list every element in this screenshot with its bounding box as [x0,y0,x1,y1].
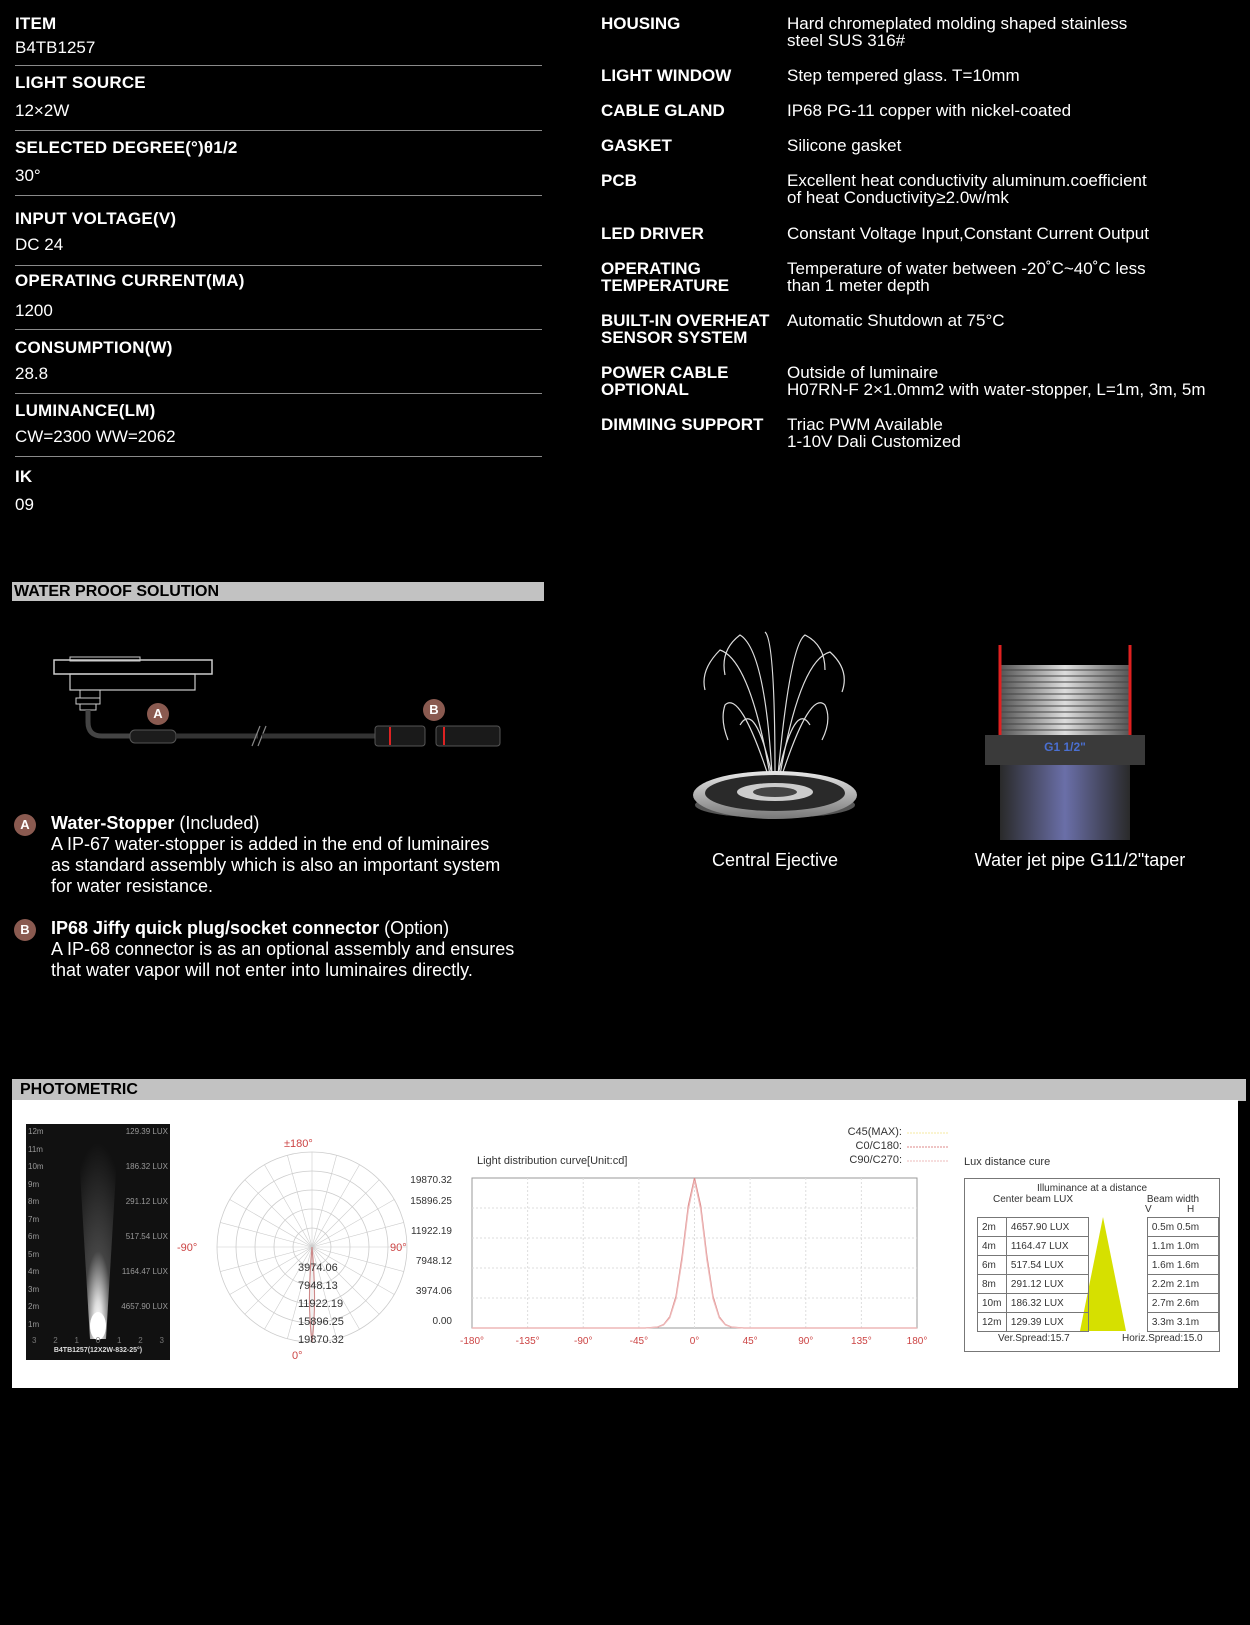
spec-value: 09 [15,495,34,514]
lux-table-box [964,1178,1220,1352]
chart-series-line [472,1178,917,1328]
beam-distance-label: 4m [28,1267,40,1276]
spec-value: Outside of luminaire [787,363,939,382]
spec-label: GASKET [601,136,672,155]
spec-value: DC 24 [15,235,64,254]
note-b-suffix: (Option) [379,918,450,938]
beam-distance-label: 6m [28,1232,40,1241]
legend-c45: C45(MAX): [847,1126,902,1138]
chart-x-tick: -135° [515,1336,540,1347]
spec-label: HOUSING [601,14,681,33]
chart-x-tick: 135° [851,1336,872,1347]
beam-distance-label: 3m [28,1285,40,1294]
lux-header-2: Center beam LUX [993,1194,1074,1205]
central-ejective-caption: Central Ejective [711,850,839,870]
polar-top-label: ±180° [284,1138,313,1150]
spec-label: BUILT-IN OVERHEAT [601,311,770,330]
lux-value-cell: 1164.47 LUX [1006,1237,1088,1256]
lux-table-row [978,1294,1219,1313]
lux-header-1: Illuminance at a distance [1036,1183,1148,1194]
disc-nozzle [753,787,797,797]
light-distribution-chart [392,1170,952,1380]
chart-x-tick: 45° [742,1336,758,1347]
chart-x-tick: -90° [574,1336,593,1347]
lux-beam-width-cell: 1.1m 1.0m [1147,1237,1218,1256]
spec-label: SELECTED DEGREE(°)θ1/2 [15,138,238,157]
hor-spread: Horiz.Spread:15.0 [1122,1333,1203,1344]
water-jet-pipe-caption: Water jet pipe G11/2"taper [974,850,1186,870]
spec-label: POWER CABLE [601,363,729,382]
lux-beam-width-cell: 3.3m 3.1m [1147,1313,1218,1332]
chart-x-tick: 0° [689,1336,700,1347]
spec-value: 12×2W [15,101,70,120]
polar-spoke [312,1200,394,1248]
beam-axis-tick: 1 [117,1336,122,1345]
note-a [51,813,531,897]
divider [15,265,542,266]
lux-distance-cell: 6m [978,1256,1007,1275]
polar-spoke [312,1165,360,1247]
spec-value: Temperature of water between -20˚C~40˚C less [787,259,1146,278]
spec-value: 28.8 [15,364,49,383]
pipe-body [1000,765,1130,840]
lux-table-row [978,1237,1219,1256]
lux-beam-width-cell: 2.7m 2.6m [1147,1294,1218,1313]
spec-value-line2: H07RN-F 2×1.0mm2 with water-stopper, L=1m, 3m, 5m [787,380,1206,399]
polar-spoke [265,1165,313,1247]
lux-value-cell: 4657.90 LUX [1006,1218,1088,1237]
pipe-thread-label: G1 1/2" [1044,740,1086,754]
lux-beam-width-cell: 2.2m 2.1m [1147,1275,1218,1294]
lux-cone-cell [1088,1237,1147,1256]
beam-distance-label: 5m [28,1250,40,1259]
polar-spoke [220,1222,312,1247]
spec-label: IK [15,467,33,486]
note-b-badge: B [14,919,36,941]
spec-label: DIMMING SUPPORT [601,415,764,434]
spec-label: LUMINANCE(LM) [15,401,156,420]
polar-spoke [312,1155,337,1247]
beam-model-label: B4TB1257(12X2W-832-25°) [53,1347,143,1354]
lux-value-cell: 291.12 LUX [1006,1275,1088,1294]
lux-cone-cell [1088,1294,1147,1313]
spec-value: Automatic Shutdown at 75°C [787,311,1005,330]
central-ejective-image [680,630,870,840]
lux-distance-cell: 10m [978,1294,1007,1313]
lux-table-row [978,1218,1219,1237]
spec-value: 1200 [15,301,53,320]
spec-label-line2: OPTIONAL [601,380,689,399]
divider [15,393,542,394]
lux-cone-cell [1088,1275,1147,1294]
spec-value: Constant Voltage Input,Constant Current Output [787,224,1149,243]
lux-cone-cell [1088,1256,1147,1275]
badge-b: B [423,699,445,721]
lux-beam-width-cell: 1.6m 1.6m [1147,1256,1218,1275]
socket-connector [436,726,500,746]
note-a-line: for water resistance. [51,876,214,896]
lux-table-row [978,1275,1219,1294]
lux-cone-cell [1088,1218,1147,1237]
polar-ring-value: 3974.06 [298,1262,338,1274]
beam-lux-label: 186.32 LUX [125,1162,168,1171]
note-b [51,918,541,981]
chart-y-tick: 7948.12 [415,1256,452,1267]
note-a-line: A IP-67 water-stopper is added in the end of luminaires [51,834,490,854]
note-b-line: A IP-68 connector is as an optional assembly and ensures [51,939,515,959]
lux-value-cell: 186.32 LUX [1006,1294,1088,1313]
spec-value: CW=2300 WW=2062 [15,427,176,446]
divider [15,130,542,131]
divider [15,329,542,330]
beam-axis [32,1336,164,1345]
polar-left-label: -90° [177,1242,198,1254]
chart-x-tick: 180° [906,1336,928,1347]
divider [15,65,542,66]
beam-axis-tick: 2 [138,1336,143,1345]
spec-value: Triac PWM Available [787,415,943,434]
spec-value-line2: steel SUS 316# [787,31,906,50]
beam-axis-tick: 3 [32,1336,37,1345]
chart-x-tick: -180° [459,1336,485,1347]
polar-spoke [230,1200,312,1248]
lux-distance-cell: 8m [978,1275,1007,1294]
spec-label: LIGHT WINDOW [601,66,732,85]
polar-right-label: 90° [390,1242,407,1254]
divider [15,456,542,457]
note-a-line: as standard assembly which is also an important system [51,855,501,875]
note-a-title: Water-Stopper [51,813,175,833]
photometric-panel [12,1100,1238,1388]
polar-spoke [312,1180,379,1247]
water-jets [704,632,844,775]
waterproof-section-header: WATER PROOF SOLUTION [12,582,544,601]
spec-value: B4TB1257 [15,38,96,57]
lux-table [977,1217,1219,1332]
lux-value-cell: 517.54 LUX [1006,1256,1088,1275]
lux-table-row [978,1256,1219,1275]
spec-label: LED DRIVER [601,224,704,243]
beam-axis-tick: 0 [95,1336,101,1345]
photometric-section-header: PHOTOMETRIC [12,1079,1246,1101]
beam-distance-label: 10m [28,1162,44,1171]
polar-bottom-label: 0° [292,1350,303,1362]
spec-value: 30° [15,166,41,185]
spec-value-line2: 1-10V Dali Customized [787,432,961,451]
note-b-title: IP68 Jiffy quick plug/socket connector [51,918,380,938]
chart-legend-swatches [905,1126,951,1166]
beam-lux-label: 291.12 LUX [125,1197,168,1206]
spec-label: CABLE GLAND [601,101,725,120]
lux-distance-cell: 4m [978,1237,1007,1256]
chart-x-tick: -45° [629,1336,649,1347]
divider [15,195,542,196]
chart-title: Light distribution curve[Unit:cd] [477,1155,628,1167]
beam-lux-label: 1164.47 LUX [121,1267,168,1276]
spec-label-line2: SENSOR SYSTEM [601,328,748,347]
spec-value-line2: than 1 meter depth [787,276,930,295]
lux-header-h: H [1187,1204,1195,1215]
beam-axis-tick: 2 [53,1336,58,1345]
spec-label-line2: TEMPERATURE [601,276,730,295]
spec-label: CONSUMPTION(W) [15,338,173,357]
lux-cone-cell [1088,1313,1147,1332]
spec-label: PCB [601,171,637,190]
spec-value: Excellent heat conductivity aluminum.coefficient [787,171,1147,190]
chart-y-tick: 19870.32 [410,1175,452,1186]
polar-spoke [245,1180,312,1247]
beam-distance-label: 7m [28,1215,40,1224]
spec-label: INPUT VOLTAGE(V) [15,209,177,228]
beam-distance-label: 12m [28,1127,44,1136]
legend-c0: C0/C180: [855,1140,902,1152]
ver-spread: Ver.Spread:15.7 [998,1333,1070,1344]
beam-image [26,1124,170,1360]
beam-lux-label: 4657.90 LUX [121,1302,168,1311]
polar-ring-value: 7948.13 [298,1280,338,1292]
chart-y-tick: 11922.19 [411,1226,452,1237]
chart-y-tick: 3974.06 [415,1286,452,1297]
polar-ring-value: 11922.19 [298,1298,344,1310]
beam-distance-label: 2m [28,1302,40,1311]
lux-value-cell: 129.39 LUX [1006,1313,1088,1332]
chart-plot-area [472,1178,917,1328]
spec-value: Hard chromeplated molding shaped stainless [787,14,1128,33]
lux-table-title: Lux distance cure [964,1156,1051,1168]
lux-distance-cell: 2m [978,1218,1007,1237]
note-b-line: that water vapor will not enter into luminaires directly. [51,960,473,980]
chart-x-tick: 90° [798,1336,814,1347]
waterproof-diagram [40,650,520,760]
lux-distance-cell: 12m [978,1313,1007,1332]
note-a-suffix: (Included) [174,813,260,833]
beam-axis-tick: 3 [159,1336,164,1345]
spec-label: ITEM [15,14,57,33]
spec-label: OPERATING CURRENT(MA) [15,271,245,290]
luminaire-drawing [54,657,212,710]
chart-y-tick: 0.00 [432,1316,452,1327]
lux-header-3: Beam width [1146,1194,1200,1205]
plug-connector [375,726,425,746]
chart-y-tick: 15896.25 [410,1196,452,1207]
legend-c90: C90/C270: [849,1154,902,1166]
beam-glow [26,1124,170,1360]
lux-table-row [978,1313,1219,1332]
beam-distance-label: 1m [28,1320,40,1329]
note-a-badge: A [14,814,36,836]
beam-distance-label: 8m [28,1197,40,1206]
beam-distance-label: 9m [28,1180,40,1189]
spec-value-line2: of heat Conductivity≥2.0w/mk [787,188,1009,207]
spec-value: Step tempered glass. T=10mm [787,66,1020,85]
beam-axis-tick: 1 [74,1336,79,1345]
cable-segment [88,710,134,736]
lux-header-v: V [1145,1204,1152,1215]
beam-lux-label: 517.54 LUX [125,1232,168,1241]
polar-ring-value: 19870.32 [298,1334,344,1346]
spec-value: Silicone gasket [787,136,902,155]
beam-distance-label: 11m [28,1145,43,1154]
spec-label: OPERATING [601,259,701,278]
beam-lux-label: 129.39 LUX [125,1127,168,1136]
polar-spoke [287,1155,312,1247]
lux-beam-width-cell: 0.5m 0.5m [1147,1218,1218,1237]
water-stopper [130,730,176,743]
spec-label: LIGHT SOURCE [15,73,146,92]
badge-a: A [147,703,169,725]
spec-value: IP68 PG-11 copper with nickel-coated [787,101,1072,120]
polar-ring-value: 15896.25 [298,1316,344,1328]
